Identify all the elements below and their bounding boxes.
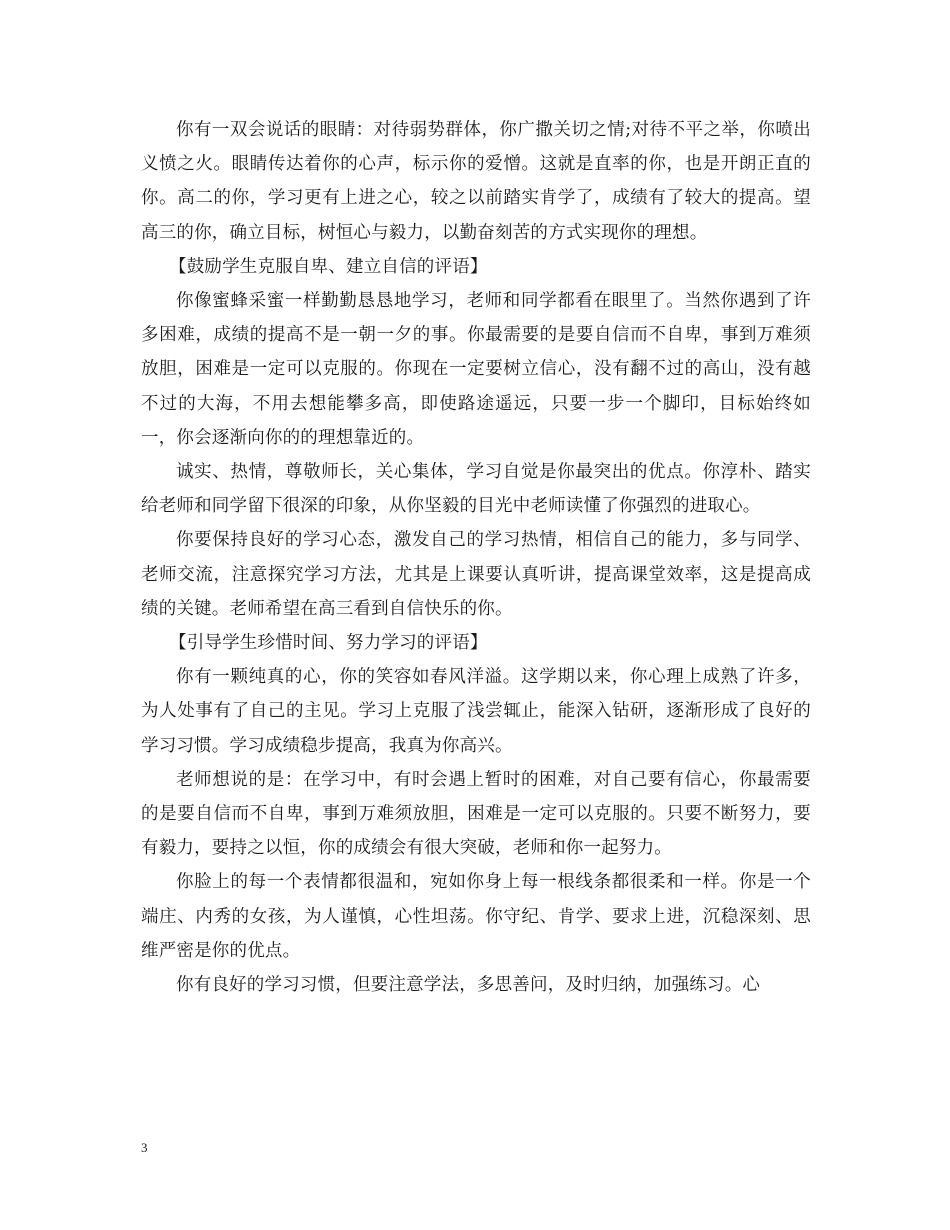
paragraph: 你有一双会说话的眼睛：对待弱势群体，你广撒关切之情;对待不平之举，你喷出义愤之火。眼睛传达着你的心声，标示你的爱憎。这就是直率的你，也是开朗正直的你。高二的你，学习更有上进之心，较之以前踏实肯学了，成绩有了较大的提高。望高三的你，确立目标，树恒心与毅力，以勤奋刻苦的方式实现你的理想。 xyxy=(141,120,811,243)
section-heading: 【引导学生珍惜时间、努力学习的评语】 xyxy=(169,633,488,654)
paragraph: 你要保持良好的学习心态，激发自己的学习热情，相信自己的能力，多与同学、老师交流，注意探究学习方法，尤其是上课要认真听讲，提高课堂效率，这是提高成绩的关键。老师希望在高三看到自信快乐的你。 xyxy=(141,530,811,619)
paragraph: 你脸上的每一个表情都很温和，宛如你身上每一根线条都很柔和一样。你是一个端庄、内秀的女孩，为人谨慎，心性坦荡。你守纪、肯学、要求上进，沉稳深刻、思维严密是你的优点。 xyxy=(141,872,811,961)
section-heading: 【鼓励学生克服自卑、建立自信的评语】 xyxy=(169,256,488,277)
paragraph: 你像蜜蜂采蜜一样勤勤恳恳地学习，老师和同学都看在眼里了。当然你遇到了许多困难，成绩的提高不是一朝一夕的事。你最需要的是要自信而不自卑，事到万难须放胆，困难是一定可以克服的。你现在一定要树立信心，没有翻不过的高山，没有越不过的大海，不用去想能攀多高，即使路途遥远，只要一步一个脚印，目标始终如一，你会逐渐向你的的理想靠近的。 xyxy=(141,291,811,448)
document-body xyxy=(141,113,811,1002)
page-number: 3 xyxy=(141,1140,148,1155)
paragraph: 老师想说的是：在学习中，有时会遇上暂时的困难，对自己要有信心，你最需要的是要自信而不自卑，事到万难须放胆，困难是一定可以克服的。只要不断努力，要有毅力，要持之以恒，你的成绩会有很大突破，老师和你一起努力。 xyxy=(141,769,811,859)
paragraph: 你有一颗纯真的心，你的笑容如春风洋溢。这学期以来，你心理上成熟了许多，为人处事有了自己的主见。学习上克服了浅尝辄止，能深入钻研，逐渐形成了良好的学习习惯。学习成绩稳步提高，我真为你高兴。 xyxy=(141,667,811,756)
paragraph: 诚实、热情，尊敬师长，关心集体，学习自觉是你最突出的优点。你淳朴、踏实给老师和同学留下很深的印象，从你坚毅的目光中老师读懂了你强烈的进取心。 xyxy=(141,462,811,517)
paragraph: 你有良好的学习习惯，但要注意学法，多思善问，及时归纳，加强练习。心 xyxy=(176,975,761,996)
